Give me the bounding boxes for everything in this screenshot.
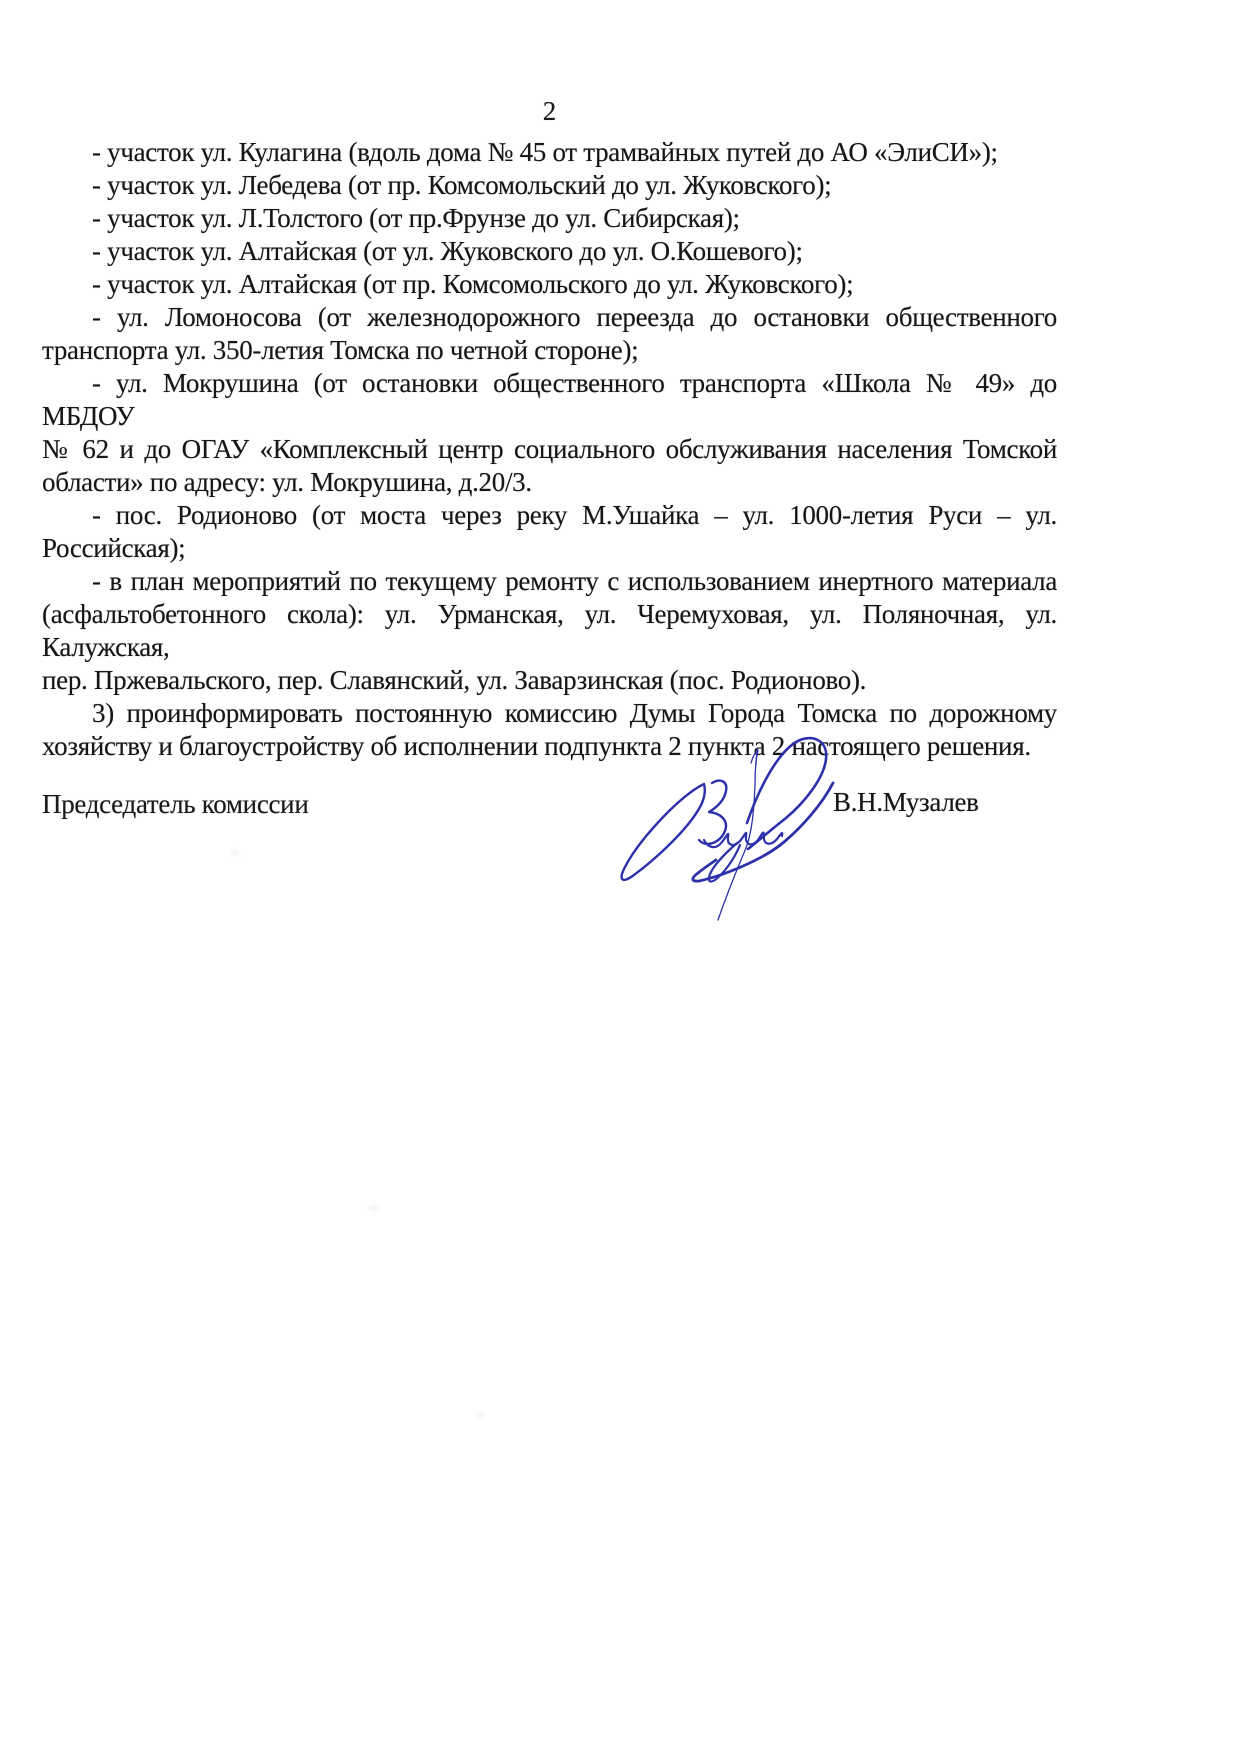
signature-stroke bbox=[622, 784, 705, 880]
text-line: - участок ул. Алтайская (от ул. Жуковского до ул. О.Кошевого); bbox=[92, 236, 803, 266]
text-line: хозяйству и благоустройству об исполнении подпункта 2 пункта 2 настоящего решения. bbox=[42, 731, 1031, 761]
text-line: области» по адресу: ул. Мокрушина, д.20/3. bbox=[42, 467, 532, 497]
document-body bbox=[42, 136, 1057, 763]
signatory-title: Председатель комиссии bbox=[42, 789, 309, 819]
paragraph bbox=[42, 367, 1057, 499]
paragraph bbox=[42, 202, 1057, 235]
text-line: № 62 и до ОГАУ «Комплексный центр социального обслуживания населения Томской bbox=[42, 434, 1057, 464]
scan-speck bbox=[476, 1412, 486, 1418]
paragraph bbox=[42, 268, 1057, 301]
text-line: пер. Пржевальского, пер. Славянский, ул. Заварзинская (пос. Родионово). bbox=[42, 665, 867, 695]
paragraph bbox=[42, 136, 1057, 169]
text-line: 3) проинформировать постоянную комиссию Думы Города Томска по дорожному bbox=[92, 698, 1057, 728]
text-line: - пос. Родионово (от моста через реку М.Ушайка – ул. 1000-летия Руси – ул. bbox=[92, 500, 1057, 530]
text-line: транспорта ул. 350-летия Томска по четной стороне); bbox=[42, 335, 639, 365]
page-number: 2 bbox=[542, 96, 557, 126]
text-line: - участок ул. Лебедева (от пр. Комсомольский до ул. Жуковского); bbox=[92, 170, 832, 200]
text-line: - в план мероприятий по текущему ремонту с использованием инертного материала bbox=[92, 566, 1057, 596]
handwritten-signature-icon bbox=[600, 690, 860, 930]
text-line: - участок ул. Кулагина (вдоль дома № 45 от трамвайных путей до АО «ЭлиСИ»); bbox=[92, 137, 998, 167]
scan-speck bbox=[230, 850, 240, 856]
text-line: Российская); bbox=[42, 533, 186, 563]
text-line: - участок ул. Алтайская (от пр. Комсомольского до ул. Жуковского); bbox=[92, 269, 854, 299]
text-line: - ул. Ломоносова (от железнодорожного переезда до остановки общественного bbox=[92, 302, 1057, 332]
signature-stroke bbox=[699, 781, 726, 844]
text-line: - ул. Мокрушина (от остановки общественного транспорта «Школа № 49» до МБДОУ bbox=[42, 368, 1057, 431]
paragraph bbox=[42, 301, 1057, 367]
paragraph bbox=[42, 235, 1057, 268]
signature-stroke bbox=[747, 738, 826, 849]
signatory-name: В.Н.Музалев bbox=[833, 787, 979, 817]
paragraph bbox=[42, 169, 1057, 202]
text-line: - участок ул. Л.Толстого (от пр.Фрунзе до ул. Сибирская); bbox=[92, 203, 740, 233]
scan-speck bbox=[368, 1205, 379, 1211]
signature-stroke bbox=[704, 833, 782, 848]
text-line: (асфальтобетонного скола): ул. Урманская, ул. Черемуховая, ул. Поляночная, ул. Калужская, bbox=[42, 599, 1057, 662]
paragraph bbox=[42, 499, 1057, 565]
paragraph bbox=[42, 565, 1057, 697]
paragraph bbox=[42, 697, 1057, 763]
